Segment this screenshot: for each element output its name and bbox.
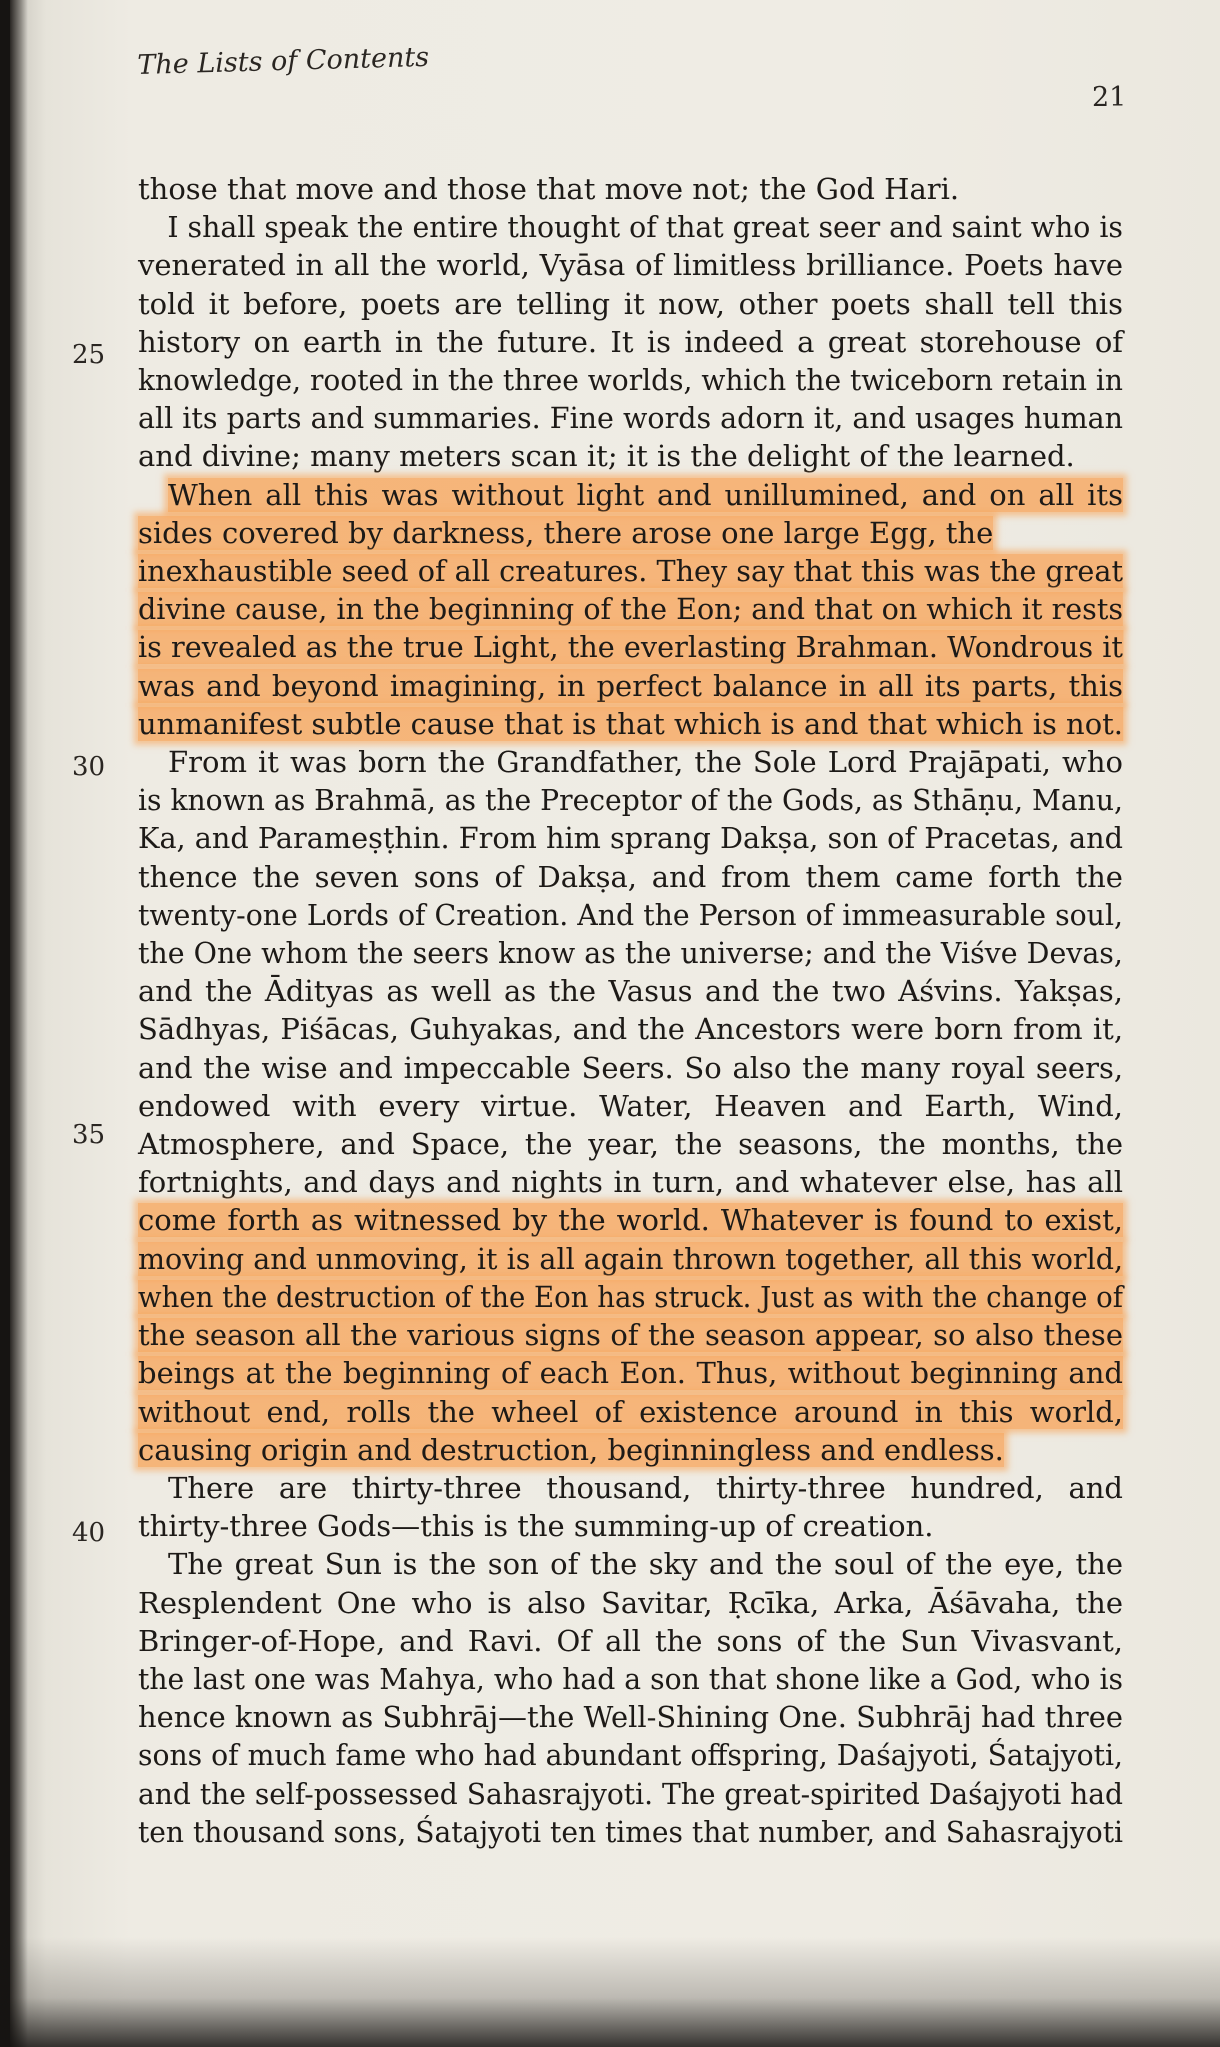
text-line: [138, 819, 1124, 857]
text-line: [138, 1316, 1123, 1354]
line-text: the last one was Mahya, who had a son that shone like a God, who is: [138, 1661, 1124, 1696]
text-line: [138, 972, 1123, 1010]
line-text: thirty-three Gods—this is the summing-up of creation.: [138, 1509, 934, 1544]
text-line: [138, 896, 1124, 934]
highlighted-text: causing origin and destruction, beginningless and endless.: [138, 1432, 1004, 1467]
margin-line-number: 25: [72, 340, 106, 370]
margin-line-number: 40: [72, 1518, 106, 1548]
text-line: [138, 590, 1124, 628]
line-text: endowed with every virtue. Water, Heaven and Earth, Wind,: [138, 1088, 1124, 1123]
text-line: [138, 667, 1123, 705]
line-text: and the wise and impeccable Seers. So also the many royal seers,: [138, 1050, 1124, 1085]
highlighted-text: was and beyond imagining, in perfect balance in all its parts, this: [138, 668, 1124, 703]
line-text: the One whom the seers know as the universe; and the Viśve Devas,: [138, 936, 1123, 971]
text-line: [138, 361, 1123, 399]
line-text: Atmosphere, and Space, the year, the seasons, the months, the: [138, 1127, 1124, 1162]
line-text: fortnights, and days and nights in turn, and whatever else, has all: [138, 1165, 1124, 1200]
line-text: I shall speak the entire thought of that great seer and saint who is: [167, 210, 1123, 245]
line-text: Bringer-of-Hope, and Ravi. Of all the sons of the Sun Vivasvant,: [138, 1623, 1123, 1658]
line-text: all its parts and summaries. Fine words adorn it, and usages human: [138, 401, 1123, 436]
text-line: [138, 1354, 1123, 1392]
text-line: [138, 858, 1123, 896]
line-text: those that move and those that move not; the God Hari.: [138, 172, 960, 206]
line-text: and divine; many meters scan it; it is the delight of the learned.: [138, 439, 1075, 474]
highlighted-text: When all this was without light and unillumined, and on all its: [168, 477, 1123, 512]
highlighted-text: unmanifest subtle cause that is that which is and that which is not.: [138, 706, 1123, 741]
text-line: [138, 170, 1123, 208]
bottom-shadow: [10, 1937, 1220, 2047]
line-text: and the self-possessed Sahasrajyoti. The great-spirited Daśajyoti had: [138, 1776, 1124, 1811]
text-line: [138, 208, 1123, 246]
line-text: twenty-one Lords of Creation. And the Person of immeasurable soul,: [138, 897, 1124, 932]
text-line: [138, 1622, 1123, 1660]
line-text: hence known as Subhrāj—the Well-Shining One. Subhrāj had three: [138, 1700, 1123, 1735]
text-line: [138, 514, 1123, 552]
line-text: ten thousand sons, Śatajyoti ten times that number, and Sahasrajyoti: [138, 1814, 1123, 1849]
highlighted-text: divine cause, in the beginning of the Eon; and that on which it rests: [138, 592, 1124, 627]
text-line: [138, 1010, 1123, 1048]
line-text: is known as Brahmā, as the Preceptor of the Gods, as Sthāṇu, Manu,: [138, 783, 1123, 818]
highlighted-text: sides covered by darkness, there arose one large Egg, the: [138, 515, 994, 550]
book-page: [10, 0, 1220, 2047]
line-text: There are thirty-three thousand, thirty-three hundred, and: [168, 1470, 1123, 1505]
line-text: told it before, poets are telling it now, other poets shall tell this: [138, 286, 1123, 321]
text-line: [138, 628, 1123, 666]
text-line: [138, 323, 1123, 361]
margin-line-number: 30: [72, 752, 106, 782]
highlighted-text: without end, rolls the wheel of existence around in this world,: [138, 1394, 1124, 1429]
text-line: [138, 1545, 1123, 1583]
text-line: [138, 781, 1123, 819]
highlighted-text: is revealed as the true Light, the everlasting Brahman. Wondrous it: [138, 630, 1123, 665]
line-text: From it was born the Grandfather, the Sole Lord Prajāpati, who: [168, 745, 1123, 780]
text-line: [138, 1278, 1123, 1316]
highlighted-text: come forth as witnessed by the world. Whatever is found to exist,: [138, 1203, 1123, 1238]
text-line: [138, 1507, 1123, 1545]
body-text: [138, 170, 1123, 1851]
line-text: knowledge, rooted in the three worlds, which the twiceborn retain in: [138, 363, 1123, 398]
book-spine-shadow: [10, 0, 28, 2047]
text-line: [138, 1660, 1124, 1698]
line-text: Sādhyas, Piśācas, Guhyakas, and the Ancestors were born from it,: [138, 1012, 1124, 1047]
line-text: The great Sun is the son of the sky and the soul of the eye, the: [168, 1547, 1123, 1582]
text-line: [138, 1201, 1123, 1239]
page-number: 21: [1092, 82, 1127, 113]
margin-line-number: 35: [72, 1120, 106, 1150]
text-line: [138, 552, 1123, 590]
text-line: [138, 476, 1123, 514]
line-text: history on earth in the future. It is indeed a great storehouse of: [138, 324, 1124, 359]
text-line: [138, 1584, 1123, 1622]
text-line: [138, 1049, 1123, 1087]
highlighted-text: inexhaustible seed of all creatures. They say that this was the great: [138, 554, 1123, 589]
line-text: Resplendent One who is also Savitar, Ṛcīka, Arka, Āśāvaha, the: [138, 1585, 1124, 1620]
running-head: The Lists of Contents: [137, 41, 430, 81]
text-line: [138, 1469, 1123, 1507]
text-line: [138, 1698, 1121, 1736]
text-line: [138, 1775, 1124, 1813]
highlighted-text: beings at the beginning of each Eon. Thus, without beginning and: [138, 1356, 1123, 1391]
text-line: [138, 934, 1123, 972]
text-line: [138, 1163, 1123, 1201]
line-text: and the Ādityas as well as the Vasus and the two Aśvins. Yakṣas,: [138, 974, 1124, 1009]
text-line: [138, 705, 1121, 743]
line-text: thence the seven sons of Dakṣa, and from them came forth the: [138, 859, 1123, 894]
text-line: [138, 1240, 1124, 1278]
highlighted-text: the season all the various signs of the season appear, so also these: [138, 1318, 1123, 1353]
highlighted-text: moving and unmoving, it is all again thrown together, all this world,: [138, 1241, 1124, 1276]
text-line: [138, 1393, 1123, 1431]
text-line: [138, 1125, 1123, 1163]
line-text: sons of much fame who had abundant offspring, Daśajyoti, Śatajyoti,: [138, 1738, 1124, 1773]
text-line: [138, 1431, 1123, 1469]
text-line: [138, 437, 1123, 475]
text-line: [138, 399, 1123, 437]
text-line: [138, 1813, 1123, 1851]
line-text: Ka, and Parameṣṭhin. From him sprang Dakṣa, son of Pracetas, and: [138, 821, 1124, 856]
text-line: [138, 1087, 1123, 1125]
text-line: [138, 285, 1123, 323]
highlighted-text: when the destruction of the Eon has struck. Just as with the change of: [138, 1279, 1123, 1314]
text-line: [138, 743, 1123, 781]
text-line: [138, 246, 1123, 284]
line-text: venerated in all the world, Vyāsa of limitless brilliance. Poets have: [138, 248, 1123, 283]
text-line: [138, 1736, 1124, 1774]
